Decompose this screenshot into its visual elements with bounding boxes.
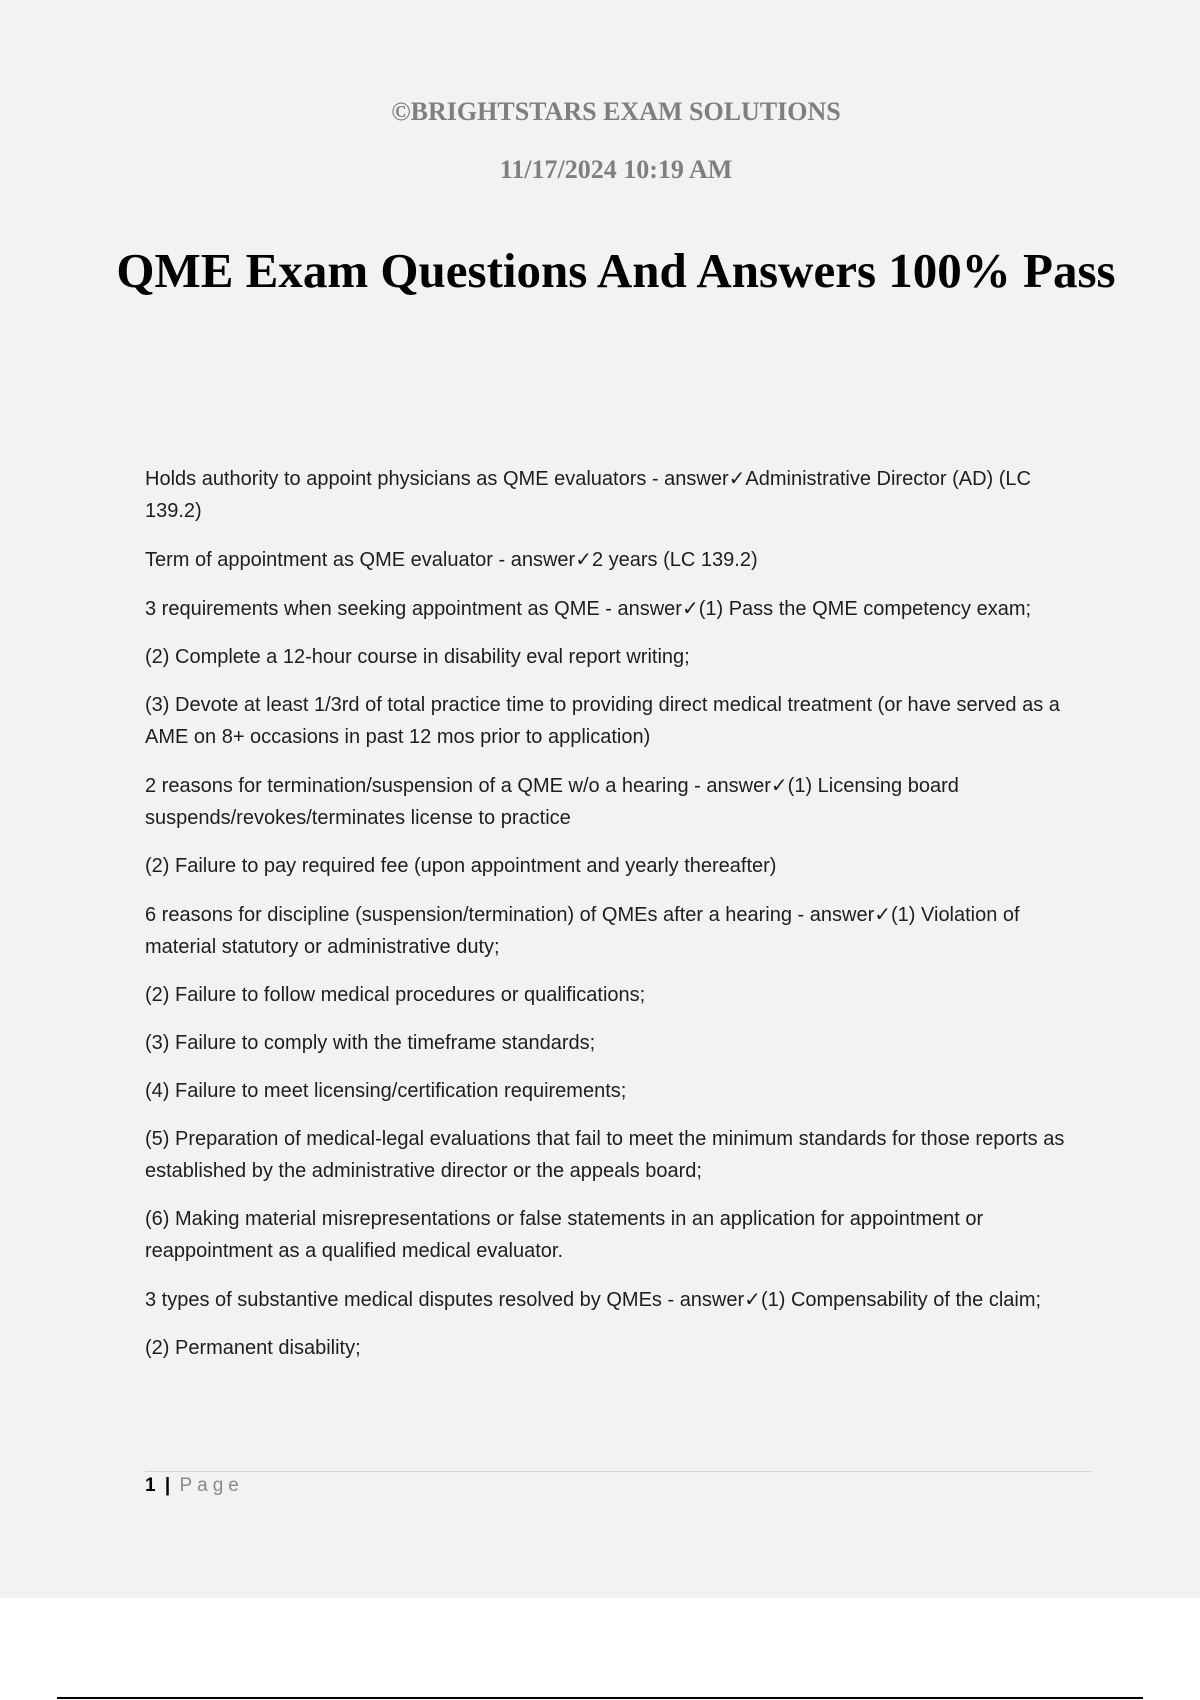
answer-continuation: (4) Failure to meet licensing/certification requirements; <box>145 1080 627 1102</box>
answer-text: Administrative Director (AD) (LC 139.2) <box>145 468 1031 522</box>
page-number: 1 <box>145 1475 156 1496</box>
footer-separator: | <box>164 1475 171 1496</box>
qa-item <box>145 543 1090 576</box>
answer-text: (1) Violation of material statutory or administrative duty; <box>145 904 1020 958</box>
answer-continuation: (3) Failure to comply with the timeframe standards; <box>145 1032 596 1054</box>
qa-item <box>145 592 1090 625</box>
page-label: Page <box>179 1475 244 1496</box>
answer-continuation: (2) Failure to follow medical procedures or qualifications; <box>145 984 646 1006</box>
qa-item <box>145 769 1090 834</box>
checkmark-icon: ✓ <box>744 1287 761 1311</box>
qa-item <box>145 1283 1090 1316</box>
question-text: 3 types of substantive medical disputes resolved by QMEs - <box>145 1289 680 1311</box>
checkmark-icon: ✓ <box>728 466 746 490</box>
answer-text: (1) Pass the QME competency exam; <box>698 598 1032 620</box>
qa-content <box>145 462 1090 1380</box>
question-text: 3 requirements when seeking appointment as QME - <box>145 598 618 620</box>
answer-text: (1) Licensing board suspends/revokes/terminates license to practice <box>145 775 959 829</box>
qa-item <box>145 898 1090 963</box>
document-title: QME Exam Questions And Answers 100% Pass <box>116 243 1116 298</box>
header-datetime: 11/17/2024 10:19 AM <box>499 155 733 184</box>
question-text: 2 reasons for termination/suspension of a QME w/o a hearing - <box>145 775 707 797</box>
question-text: Term of appointment as QME evaluator - <box>145 549 511 571</box>
answer-continuation: (3) Devote at least 1/3rd of total practice time to providing direct medical treatment (or have served as a AME on 8+ occasions in past 12 mos prior to application) <box>145 694 1060 748</box>
page-footer <box>145 1475 244 1497</box>
checkmark-icon: ✓ <box>575 547 592 571</box>
answer-marker: answer <box>664 468 729 490</box>
answer-continuation: (2) Permanent disability; <box>145 1337 361 1359</box>
answer-text: 2 years (LC 139.2) <box>591 549 758 571</box>
checkmark-icon: ✓ <box>681 596 699 620</box>
answer-continuation: (2) Failure to pay required fee (upon appointment and yearly thereafter) <box>145 855 777 877</box>
answer-text: (1) Compensability of the claim; <box>760 1289 1042 1311</box>
question-text: Holds authority to appoint physicians as QME evaluators - <box>145 468 665 490</box>
answer-continuation: (6) Making material misrepresentations or false statements in an application for appointment or reappointment as a qualified medical evaluator. <box>145 1208 984 1262</box>
bottom-divider <box>57 1697 1143 1699</box>
answer-marker: answer <box>706 775 771 797</box>
checkmark-icon: ✓ <box>770 773 788 797</box>
header-company: ©BRIGHTSTARS EXAM SOLUTIONS <box>391 97 841 126</box>
answer-marker: answer <box>679 1289 745 1311</box>
answer-marker: answer <box>809 904 875 926</box>
qa-item <box>145 462 1090 527</box>
answer-marker: answer <box>617 598 682 620</box>
footer-divider <box>145 1471 1091 1472</box>
answer-marker: answer <box>510 549 576 571</box>
question-text: 6 reasons for discipline (suspension/termination) of QMEs after a hearing - <box>145 904 810 926</box>
answer-continuation: (5) Preparation of medical-legal evaluations that fail to meet the minimum standards for those reports as established by the administrative director or the appeals board; <box>145 1128 1065 1182</box>
answer-continuation: (2) Complete a 12-hour course in disability eval report writing; <box>145 646 690 668</box>
checkmark-icon: ✓ <box>874 902 892 926</box>
